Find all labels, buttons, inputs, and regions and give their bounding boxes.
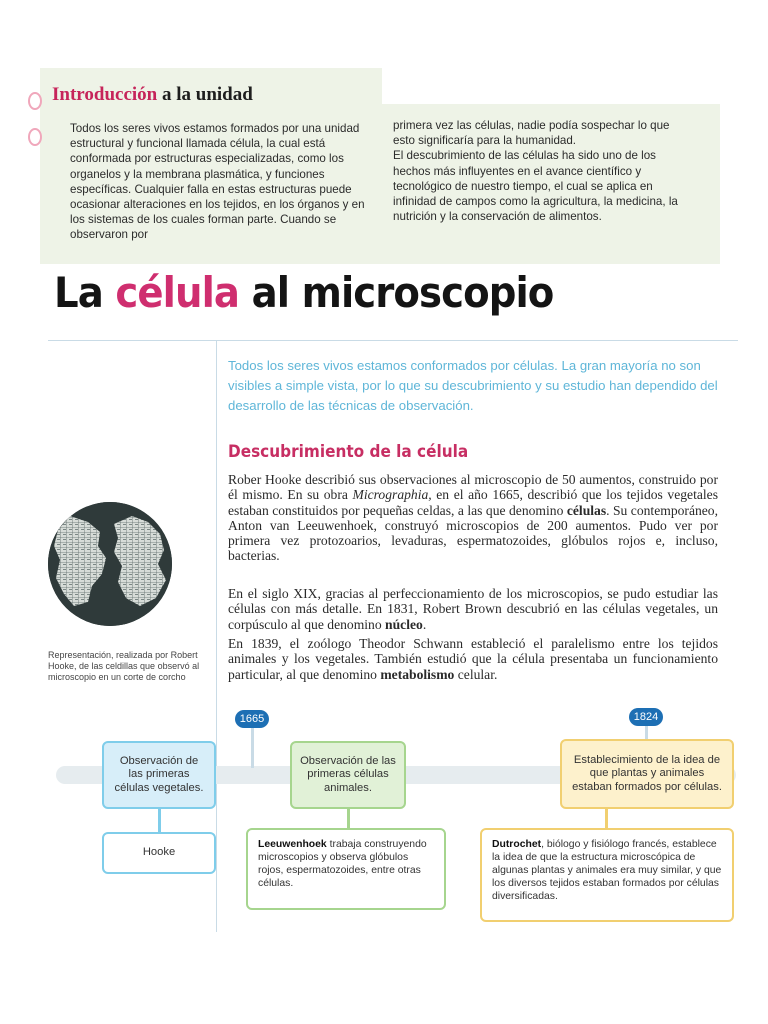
title-divider [48,340,738,341]
intro-right-paragraph-2: El descubrimiento de las células ha sido uno de los hechos más influyentes en el avance científico y tecnológico de nuestro tiempo, el cual se aplica en infinidad de campos como la agricultura, la medicina, la nutrición y la conservación de alimentos. [393,149,678,224]
body-paragraph-1: Rober Hooke describió sus observaciones al microscopio de 50 aumentos, construido por él mismo. En su obra Micrographia, en el año 1665, describió que los tejidos vegetales estaban constituidos por pequeñas celdas, a las que denomino células. Su contemporáneo, Anton van Leeuwenhoek, construyó microscopios de 200 aumentos. Pudo ver por primera vez protozoarios, levaduras, espermatozoides, glóbulos rojos e, incluso, bacterias. [228,472,718,564]
body-paragraph-2: En el siglo XIX, gracias al perfeccionamiento de los microscopios, se pudo estudiar las células con más detalle. En 1831, Robert Brown descubrió en las células vegetales, un corpúsculo al que denomino núcleo. [228,586,718,632]
timeline-event-cell-theory: Establecimiento de la idea de que plantas y animales estaban formados por células. [560,739,734,809]
timeline-event-animal-cells: Observación de las primeras células animales. [290,741,406,809]
connector [347,809,350,829]
margin-mark-icon [28,128,42,146]
intro-right-text [393,118,693,224]
detail-dutrochet: Dutrochet, biólogo y fisiólogo francés, establece la idea de que la estructura microscópica de algunas plantas y animales era muy similar, y que los diversos tejidos estaban formados por células diversificadas. [480,828,734,922]
timeline-event-plant-cells: Observación de las primeras células vegetales. [102,741,216,809]
detail-hooke: Hooke [102,832,216,874]
connector [158,809,161,833]
year-badge-1665: 1665 [235,710,269,728]
column-divider [216,340,217,932]
lead-paragraph: Todos los seres vivos estamos conformados por células. La gran mayoría no son visibles a simple vista, por lo que su descubrimiento y su estudio han dependido del desarrollo de las técnicas de observación. [228,358,718,413]
section-heading: Descubrimiento de la célula [228,442,469,462]
body-paragraph-3: En 1839, el zoólogo Theodor Schwann estableció el paralelismo entre los tejidos animales y los vegetales. También estudió que la célula presentaba un funcionamiento particular, al que denomino metabolismo celular. [228,636,718,682]
page-title: La célula al microscopio [54,268,554,317]
margin-mark-icon [28,92,42,110]
cork-cells-image [48,502,172,626]
intro-left-text: Todos los seres vivos estamos formados por una unidad estructural y funcional llamada célula, la cual está conformada por estructuras especializadas, como los organelos y la membrana plasmática, y funciones específicas. Cualquier falla en estas estructuras puede ocasionar alteraciones en los tejidos, en los órganos y en los sistemas de los cuales forman parte. Cuando se observaron por [70,122,365,242]
image-caption: Representación, realizada por Robert Hooke, de las celdillas que observó al microscopio en un corte de corcho [48,650,200,682]
connector [605,809,608,829]
year-stem [251,726,254,768]
intro-title: Introducción a la unidad [52,84,253,105]
intro-right-paragraph-1: primera vez las células, nadie podía sospechar lo que esto significaría para la humanidad. [393,119,670,148]
detail-leeuwenhoek: Leeuwenhoek trabaja construyendo microscopios y observa glóbulos rojos, espermatozoides, entre otras células. [246,828,446,910]
year-badge-1824: 1824 [629,708,663,726]
cork-cells-drawing [48,502,172,626]
